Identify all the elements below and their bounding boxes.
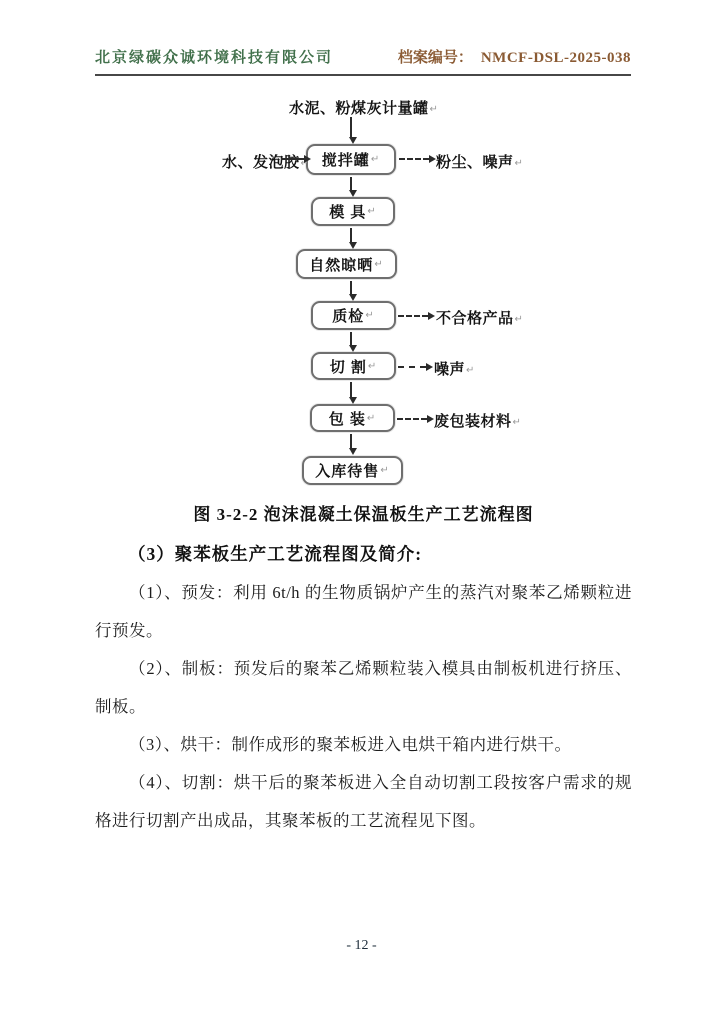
section-heading: （3）聚苯板生产工艺流程图及简介:	[128, 544, 423, 564]
flow-emission-label-3: 噪声↵	[434, 361, 475, 378]
flow-step-packing: 包 装 ↵	[310, 404, 395, 432]
arrow-emission-1	[399, 158, 429, 160]
page-number: - 12 -	[346, 938, 377, 953]
return-mark: ↵	[380, 465, 390, 476]
arrow-down-7	[350, 434, 352, 448]
return-mark: ↵	[512, 417, 522, 428]
paragraph-3: （3）、烘干：制作成形的聚苯板进入电烘干箱内进行烘干。	[129, 735, 572, 754]
flow-step-mold: 模 具 ↵	[311, 197, 395, 226]
flow-step-warehouse: 入库待售 ↵	[302, 456, 403, 485]
paragraph-2: （2）、制板：预发后的聚苯乙烯颗粒装入模具由制板机进行挤压、制板。	[95, 659, 632, 716]
return-mark: ↵	[366, 412, 377, 424]
return-mark: ↵	[300, 158, 310, 169]
return-mark: ↵	[514, 158, 524, 169]
arrow-down-2	[350, 177, 352, 190]
paragraph-4: （4）、切割：烘干后的聚苯板进入全自动切割工段按客户需求的规格进行切割产出成品，其聚苯板的工艺流程见下图。	[95, 773, 632, 830]
return-mark: ↵	[370, 154, 381, 165]
archive-label: 档案编号：	[397, 50, 473, 66]
return-mark: ↵	[466, 365, 475, 376]
return-mark: ↵	[367, 206, 377, 217]
arrow-down-3	[350, 228, 352, 242]
arrow-emission-2	[398, 315, 428, 317]
text-body	[95, 496, 632, 840]
flow-emission-label-1: 粉尘、噪声↵	[436, 154, 524, 171]
flow-step-mixer: 搅拌罐 ↵	[306, 144, 396, 175]
arrow-emission-4	[397, 418, 427, 420]
flow-step-cutting: 切 割 ↵	[311, 352, 396, 380]
arrow-emission-3	[398, 366, 426, 368]
company-name: 北京绿碳众诚环境科技有限公司	[95, 50, 334, 66]
archive-number: NMCF-DSL-2025-038	[480, 50, 631, 66]
flow-emission-label-2: 不合格产品↵	[436, 310, 524, 327]
flow-emission-label-4: 废包装材料↵	[434, 413, 522, 430]
return-mark: ↵	[429, 104, 439, 115]
paragraph-1: （1）、预发：利用 6t/h 的生物质锅炉产生的蒸汽对聚苯乙烯颗粒进行预发。	[95, 583, 632, 640]
arrow-down-4	[350, 281, 352, 294]
figure-caption: 图 3-2-2 泡沫混凝土保温板生产工艺流程图	[193, 505, 534, 524]
process-flowchart	[0, 0, 723, 500]
arrow-down-1	[350, 117, 352, 137]
arrow-down-6	[350, 382, 352, 397]
return-mark: ↵	[514, 314, 524, 325]
arrow-down-5	[350, 332, 352, 345]
arrow-input	[281, 158, 304, 160]
flow-step-natural-drying: 自然晾晒 ↵	[296, 249, 397, 279]
return-mark: ↵	[367, 360, 378, 372]
flow-step-quality-check: 质检 ↵	[311, 301, 396, 330]
flow-input-label: 水、发泡胶↵	[222, 154, 310, 171]
return-mark: ↵	[374, 258, 384, 270]
flow-source-label: 水泥、粉煤灰计量罐↵	[289, 100, 439, 117]
return-mark: ↵	[365, 310, 375, 321]
